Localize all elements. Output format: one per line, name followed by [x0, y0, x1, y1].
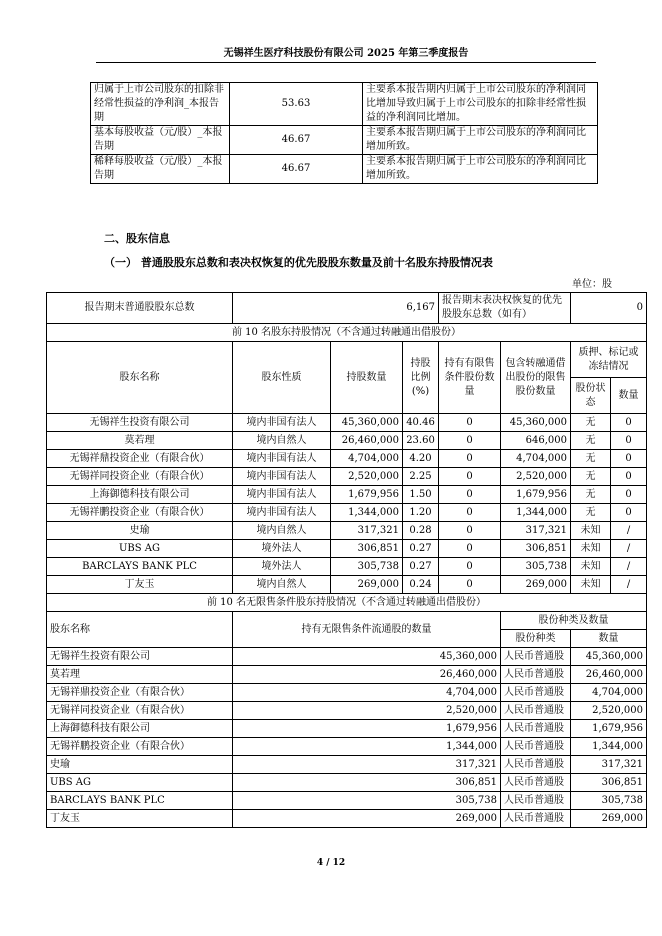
holder-pledge-qty: / [611, 576, 647, 594]
holder-lent-restricted: 45,360,000 [501, 414, 571, 432]
holder-lent-restricted: 1,344,000 [501, 504, 571, 522]
holder-lent-restricted: 646,000 [501, 432, 571, 450]
holder-lent-restricted: 2,520,000 [501, 468, 571, 486]
unrestricted-qty: 306,851 [233, 774, 501, 792]
holder-restricted: 0 [439, 450, 501, 468]
holder-nature: 境内非国有法人 [233, 414, 331, 432]
unrestricted-qty: 317,321 [233, 756, 501, 774]
unrestricted-name: 丁友玉 [47, 810, 233, 828]
holder-name: BARCLAYS BANK PLC [47, 558, 233, 576]
holder-shares: 2,520,000 [331, 468, 403, 486]
table-row [47, 738, 647, 756]
holder-lent-restricted: 305,738 [501, 558, 571, 576]
unrestricted-qty: 305,738 [233, 792, 501, 810]
holder-restricted: 0 [439, 576, 501, 594]
unrestricted-amount: 1,344,000 [571, 738, 647, 756]
unrestricted-type: 人民币普通股 [501, 738, 571, 756]
profit-item: 稀释每股收益（元/股）_本报告期 [91, 155, 230, 184]
profit-row [91, 155, 598, 184]
unit-label: 单位：股 [572, 279, 612, 290]
hdr-shares: 持股数量 [331, 342, 403, 414]
table-row [47, 504, 647, 522]
unrestricted-qty: 2,520,000 [233, 702, 501, 720]
unrestricted-type: 人民币普通股 [501, 702, 571, 720]
unrestricted-name: UBS AG [47, 774, 233, 792]
unrestricted-name: 莫若理 [47, 666, 233, 684]
profit-reason: 主要系本报告期归属于上市公司股东的净利润同比增加所致。 [363, 126, 598, 155]
profit-row [91, 126, 598, 155]
table-row [47, 684, 647, 702]
holder-ratio: 23.60 [403, 432, 439, 450]
holder-nature: 境内非国有法人 [233, 468, 331, 486]
total-row [47, 293, 647, 324]
header-rule [96, 62, 596, 63]
holder-ratio: 1.50 [403, 486, 439, 504]
unrestricted-qty: 1,679,956 [233, 720, 501, 738]
holder-pledge-qty: 0 [611, 504, 647, 522]
holder-nature: 境内自然人 [233, 576, 331, 594]
uhdr-amount: 数量 [571, 630, 647, 648]
uhdr-qty: 持有无限售条件流通股的数量 [233, 612, 501, 648]
uhdr-type-group: 股份种类及数量 [501, 612, 647, 630]
holder-name: 丁友玉 [47, 576, 233, 594]
table-row [47, 810, 647, 828]
top10-header-row-1 [47, 342, 647, 378]
holder-restricted: 0 [439, 522, 501, 540]
page-number: 4 / 12 [316, 858, 346, 868]
holder-name: UBS AG [47, 540, 233, 558]
unrestricted-title: 前 10 名无限售条件股东持股情况（不含通过转融通出借股份） [47, 594, 647, 612]
holder-restricted: 0 [439, 432, 501, 450]
table-row [47, 468, 647, 486]
table-row [47, 648, 647, 666]
top10-title-row [47, 324, 647, 342]
table-row [47, 756, 647, 774]
total-label: 报告期末普通股股东总数 [47, 293, 233, 324]
table-row [47, 486, 647, 504]
holder-name: 无锡祥鼎投资企业（有限合伙） [47, 450, 233, 468]
unrestricted-amount: 45,360,000 [571, 648, 647, 666]
unrestricted-amount: 1,679,956 [571, 720, 647, 738]
holder-pledge-qty: / [611, 540, 647, 558]
holder-pledge-qty: / [611, 558, 647, 576]
table-row [47, 414, 647, 432]
holder-ratio: 0.27 [403, 540, 439, 558]
profit-change-table [90, 82, 598, 184]
uhdr-type: 股份种类 [501, 630, 571, 648]
table-row [47, 720, 647, 738]
profit-row [91, 83, 598, 126]
unrestricted-name: 无锡祥鼎投资企业（有限合伙） [47, 684, 233, 702]
unrestricted-amount: 269,000 [571, 810, 647, 828]
holder-lent-restricted: 1,679,956 [501, 486, 571, 504]
unrestricted-amount: 2,520,000 [571, 702, 647, 720]
holder-shares: 26,460,000 [331, 432, 403, 450]
table-row [47, 558, 647, 576]
unrestricted-amount: 305,738 [571, 792, 647, 810]
profit-item: 归属于上市公司股东的扣除非经常性损益的净利润_本报告期 [91, 83, 230, 126]
holder-pledge-qty: / [611, 522, 647, 540]
table-row [47, 792, 647, 810]
hdr-nature: 股东性质 [233, 342, 331, 414]
holder-pledge-qty: 0 [611, 432, 647, 450]
table-row [47, 774, 647, 792]
holder-shares: 45,360,000 [331, 414, 403, 432]
top10-title: 前 10 名股东持股情况（不含通过转融通出借股份） [47, 324, 647, 342]
holder-ratio: 0.28 [403, 522, 439, 540]
holder-shares: 317,321 [331, 522, 403, 540]
unrestricted-name: 上海御德科技有限公司 [47, 720, 233, 738]
unrestricted-type: 人民币普通股 [501, 666, 571, 684]
holder-name: 莫若理 [47, 432, 233, 450]
holder-name: 史瑜 [47, 522, 233, 540]
holder-pledge-status: 无 [571, 468, 611, 486]
profit-change-ratio: 46.67 [230, 126, 363, 155]
unrestricted-header-row-1 [47, 612, 647, 630]
holder-restricted: 0 [439, 468, 501, 486]
unrestricted-type: 人民币普通股 [501, 648, 571, 666]
pref-value: 0 [571, 293, 647, 324]
holder-ratio: 40.46 [403, 414, 439, 432]
holder-pledge-status: 无 [571, 504, 611, 522]
holder-ratio: 0.24 [403, 576, 439, 594]
profit-reason: 主要系本报告期归属于上市公司股东的净利润同比增加所致。 [363, 155, 598, 184]
holder-restricted: 0 [439, 558, 501, 576]
profit-reason: 主要系本报告期内归属于上市公司股东的净利润同比增加导致归属于上市公司股东的扣除非经常性损益的净利润同比增加。 [363, 83, 598, 126]
holder-lent-restricted: 4,704,000 [501, 450, 571, 468]
table-row [47, 522, 647, 540]
shareholders-table [46, 292, 647, 828]
holder-name: 无锡祥同投资企业（有限合伙） [47, 468, 233, 486]
unrestricted-amount: 26,460,000 [571, 666, 647, 684]
holder-pledge-status: 未知 [571, 522, 611, 540]
unrestricted-title-row [47, 594, 647, 612]
holder-ratio: 2.25 [403, 468, 439, 486]
pref-label: 报告期末表决权恢复的优先股股东总数（如有） [439, 293, 571, 324]
section-title: 二、股东信息 [104, 232, 170, 245]
uhdr-name: 股东名称 [47, 612, 233, 648]
holder-ratio: 4.20 [403, 450, 439, 468]
holder-pledge-qty: 0 [611, 468, 647, 486]
profit-change-ratio: 53.63 [230, 83, 363, 126]
holder-nature: 境外法人 [233, 558, 331, 576]
holder-pledge-qty: 0 [611, 450, 647, 468]
holder-lent-restricted: 269,000 [501, 576, 571, 594]
hdr-restricted: 持有有限售条件股份数量 [439, 342, 501, 414]
holder-nature: 境内非国有法人 [233, 504, 331, 522]
profit-item: 基本每股收益（元/股）_本报告期 [91, 126, 230, 155]
unrestricted-type: 人民币普通股 [501, 720, 571, 738]
holder-shares: 305,738 [331, 558, 403, 576]
section-subtitle: （一） 普通股股东总数和表决权恢复的优先股股东数量及前十名股东持股情况表 [104, 256, 493, 269]
holder-name: 无锡祥生投资有限公司 [47, 414, 233, 432]
unrestricted-name: 无锡祥同投资企业（有限合伙） [47, 702, 233, 720]
table-row [47, 450, 647, 468]
holder-nature: 境内非国有法人 [233, 450, 331, 468]
unrestricted-qty: 1,344,000 [233, 738, 501, 756]
holder-name: 上海御德科技有限公司 [47, 486, 233, 504]
unrestricted-type: 人民币普通股 [501, 810, 571, 828]
holder-shares: 1,679,956 [331, 486, 403, 504]
table-row [47, 540, 647, 558]
holder-name: 无锡祥鹏投资企业（有限合伙） [47, 504, 233, 522]
hdr-ratio: 持股比例(%) [403, 342, 439, 414]
unrestricted-name: 无锡祥生投资有限公司 [47, 648, 233, 666]
table-row [47, 432, 647, 450]
unrestricted-name: BARCLAYS BANK PLC [47, 792, 233, 810]
holder-pledge-status: 无 [571, 450, 611, 468]
unrestricted-qty: 45,360,000 [233, 648, 501, 666]
holder-shares: 306,851 [331, 540, 403, 558]
table-row [47, 666, 647, 684]
total-value: 6,167 [233, 293, 439, 324]
hdr-pledge: 质押、标记或冻结情况 [571, 342, 647, 378]
unrestricted-type: 人民币普通股 [501, 684, 571, 702]
holder-restricted: 0 [439, 540, 501, 558]
hdr-name: 股东名称 [47, 342, 233, 414]
profit-change-ratio: 46.67 [230, 155, 363, 184]
table-row [47, 702, 647, 720]
holder-nature: 境内非国有法人 [233, 486, 331, 504]
report-header: 无锡祥生医疗科技股份有限公司 2025 年第三季度报告 [223, 48, 469, 59]
unrestricted-qty: 4,704,000 [233, 684, 501, 702]
holder-restricted: 0 [439, 414, 501, 432]
holder-nature: 境内自然人 [233, 432, 331, 450]
holder-ratio: 1.20 [403, 504, 439, 522]
holder-pledge-status: 无 [571, 414, 611, 432]
unrestricted-type: 人民币普通股 [501, 756, 571, 774]
holder-pledge-qty: 0 [611, 414, 647, 432]
unrestricted-qty: 26,460,000 [233, 666, 501, 684]
holder-lent-restricted: 317,321 [501, 522, 571, 540]
holder-nature: 境内自然人 [233, 522, 331, 540]
holder-restricted: 0 [439, 486, 501, 504]
holder-shares: 269,000 [331, 576, 403, 594]
holder-ratio: 0.27 [403, 558, 439, 576]
holder-pledge-status: 无 [571, 486, 611, 504]
unrestricted-amount: 306,851 [571, 774, 647, 792]
holder-pledge-status: 无 [571, 432, 611, 450]
unrestricted-amount: 317,321 [571, 756, 647, 774]
unrestricted-qty: 269,000 [233, 810, 501, 828]
unrestricted-type: 人民币普通股 [501, 792, 571, 810]
holder-pledge-qty: 0 [611, 486, 647, 504]
hdr-lent-restricted: 包含转融通借出股份的限售股份数量 [501, 342, 571, 414]
holder-pledge-status: 未知 [571, 540, 611, 558]
holder-lent-restricted: 306,851 [501, 540, 571, 558]
unrestricted-name: 无锡祥鹏投资企业（有限合伙） [47, 738, 233, 756]
holder-pledge-status: 未知 [571, 558, 611, 576]
unrestricted-amount: 4,704,000 [571, 684, 647, 702]
unrestricted-name: 史瑜 [47, 756, 233, 774]
holder-nature: 境外法人 [233, 540, 331, 558]
hdr-pledge-qty: 数量 [611, 378, 647, 414]
holder-shares: 4,704,000 [331, 450, 403, 468]
holder-shares: 1,344,000 [331, 504, 403, 522]
unrestricted-type: 人民币普通股 [501, 774, 571, 792]
holder-restricted: 0 [439, 504, 501, 522]
hdr-pledge-status: 股份状态 [571, 378, 611, 414]
holder-pledge-status: 未知 [571, 576, 611, 594]
table-row [47, 576, 647, 594]
